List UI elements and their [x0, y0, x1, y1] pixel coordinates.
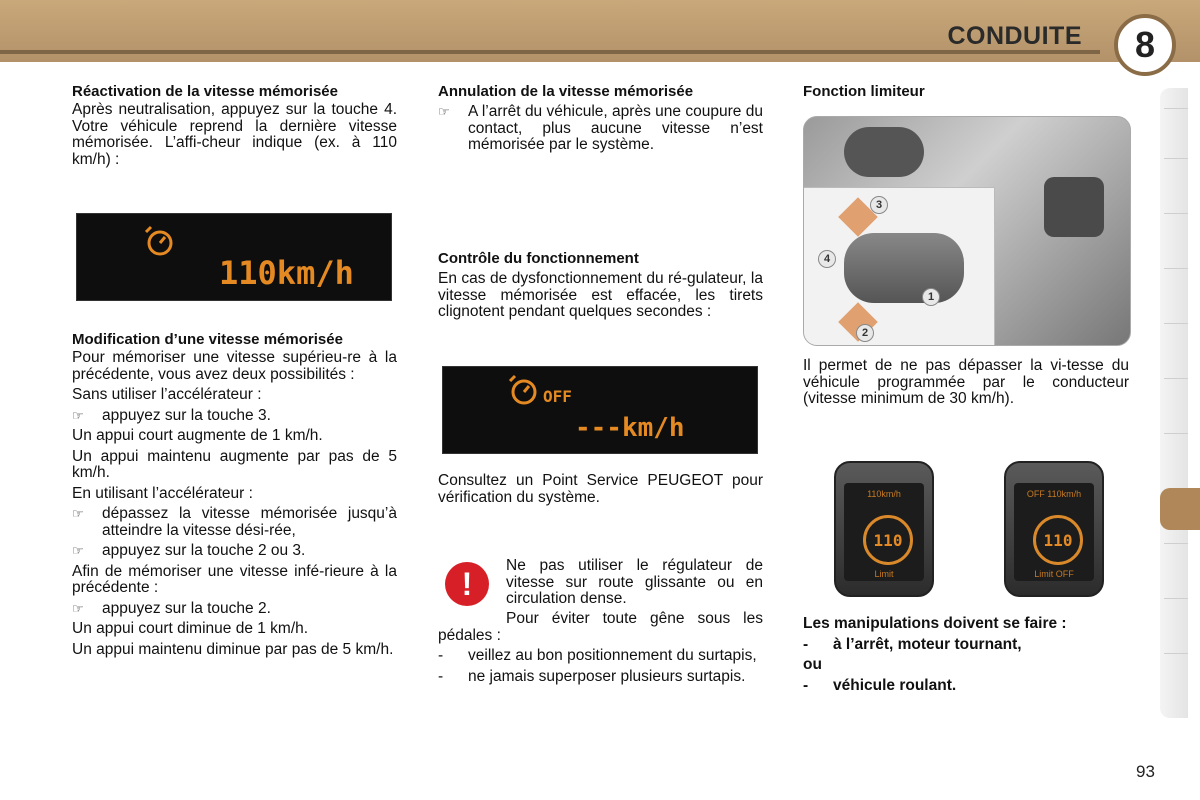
text-manipulations: Les manipulations doivent se faire :: [803, 615, 1067, 632]
stalk-detail-inset: [804, 187, 995, 346]
dash-item: - à l’arrêt, moteur tournant,: [803, 635, 1022, 653]
section-title: CONDUITE: [947, 22, 1082, 50]
label-3: 3: [870, 196, 888, 214]
text-sans-accelerateur: Sans utiliser l’accélérateur :: [72, 386, 262, 403]
column-right-permet: [803, 358, 1129, 408]
side-tab-current-chapter[interactable]: [1160, 488, 1200, 530]
device-label: Limit: [874, 569, 894, 579]
label-1: 1: [922, 288, 940, 306]
device-top-text: 110km/h: [867, 489, 901, 499]
warning-text-continued: [438, 611, 763, 685]
text-court-augmente: Un appui court augmente de 1 km/h.: [72, 427, 323, 444]
heading-controle: Contrôle du fonctionnement: [438, 250, 639, 267]
text-warning-2: Pour éviter toute gêne sous les pédales :: [438, 610, 763, 644]
speed-ring: 110: [863, 515, 913, 565]
bullet-item: ☞ dépassez la vitesse mémorisée jusqu’à atteindre la vitesse dési-rée,: [72, 505, 397, 539]
heading-limiteur: Fonction limiteur: [803, 83, 925, 100]
column-middle-consultez: [438, 473, 763, 506]
text-court-diminue: Un appui court diminue de 1 km/h.: [72, 620, 309, 637]
text-reactivation: Après neutralisation, appuyez sur la touche 4. Votre véhicule reprend la dernière vitesse mémorisée. L’affi-cheur indique (ex. à 110 km/h) :: [72, 101, 397, 168]
text-consultez: Consultez un Point Service PEUGEOT pour vérification du système.: [438, 472, 763, 506]
control-stalk-shape: [1044, 177, 1104, 237]
air-vent-shape: [844, 127, 924, 177]
stalk-body: [844, 233, 964, 303]
dash-item: - ne jamais superposer plusieurs surtapis.: [438, 667, 746, 685]
heading-reactivation: Réactivation de la vitesse mémorisée: [72, 83, 338, 100]
speed-ring: 110: [1033, 515, 1083, 565]
tab-divider: [1164, 323, 1188, 324]
limiter-display-on: [834, 461, 934, 597]
tab-divider: [1164, 433, 1188, 434]
label-4: 4: [818, 250, 836, 268]
label-2: 2: [856, 324, 874, 342]
lcd-dashes-speed: ---km/h: [575, 413, 685, 443]
text-maintenu-augmente: Un appui maintenu augmente par pas de 5 km/h.: [72, 447, 397, 481]
device-screen: [1014, 483, 1094, 581]
pointing-hand-icon: ☞: [438, 104, 450, 119]
lcd-display-off: [442, 366, 758, 454]
text-inferieure: Afin de mémoriser une vitesse infé-rieure à la précédente :: [72, 562, 397, 596]
tab-divider: [1164, 378, 1188, 379]
heading-annulation: Annulation de la vitesse mémorisée: [438, 83, 694, 100]
pointing-hand-icon: ☞: [72, 407, 84, 423]
tab-divider: [1164, 598, 1188, 599]
lcd-speed: 110km/h: [219, 254, 354, 292]
text-maintenu-diminue: Un appui maintenu diminue par pas de 5 km/h.: [72, 640, 394, 658]
column-middle: [438, 84, 763, 154]
device-top-text: OFF 110km/h: [1026, 489, 1082, 499]
pointing-hand-icon: ☞: [72, 600, 84, 616]
page-number: 93: [1136, 762, 1155, 781]
device-label: Limit OFF: [1034, 569, 1074, 579]
text-mod-intro: Pour mémoriser une vitesse supérieu-re à la précédente, vous avez deux possibilités :: [72, 349, 397, 383]
warning-text: [506, 558, 763, 608]
lcd-off: OFF: [543, 387, 572, 406]
limiter-display-off: [1004, 461, 1104, 597]
tab-divider: [1164, 108, 1188, 109]
pointing-hand-icon: ☞: [72, 506, 84, 521]
column-left: [72, 84, 397, 168]
text-en-utilisant: En utilisant l’accélérateur :: [72, 484, 253, 502]
tab-divider: [1164, 158, 1188, 159]
stopwatch-icon: [143, 222, 179, 258]
exclamation-icon: !: [445, 562, 489, 606]
column-middle-controle: [438, 251, 763, 321]
dash-item: - veillez au bon positionnement du surtapis,: [438, 647, 757, 664]
tab-divider: [1164, 213, 1188, 214]
side-tab-strip: [1160, 88, 1188, 718]
column-left-lower: [72, 332, 397, 658]
bullet-item: ☞ appuyez sur la touche 3.: [72, 406, 271, 424]
bullet-item: ☞ appuyez sur la touche 2.: [72, 599, 271, 617]
text-ou: ou: [803, 656, 822, 673]
bullet-item: ☞ A l’arrêt du véhicule, après une coupure du contact, plus aucune vitesse n’est mémorisée par le système.: [438, 103, 763, 153]
pointing-hand-icon: ☞: [72, 543, 84, 558]
chapter-badge: 8: [1114, 14, 1176, 76]
text-controle: En cas de dysfonctionnement du ré-gulateur, la vitesse mémorisée est effacée, les tirets clignotent pendant quelques secondes :: [438, 270, 763, 320]
stopwatch-icon: [507, 371, 543, 407]
column-right: [803, 84, 1129, 100]
bullet-item: ☞ appuyez sur la touche 2 ou 3.: [72, 542, 306, 559]
header-stripe: [0, 50, 1100, 54]
tab-divider: [1164, 268, 1188, 269]
text-permet: Il permet de ne pas dépasser la vi-tesse du véhicule programmée par le conducteur (vitesse minimum de 30 km/h).: [803, 357, 1129, 407]
device-screen: [844, 483, 924, 581]
tab-divider: [1164, 543, 1188, 544]
heading-modification: Modification d’une vitesse mémorisée: [72, 331, 343, 348]
text-warning-1: Ne pas utiliser le régulateur de vitesse sur route glissante ou en circulation dense.: [506, 557, 763, 607]
steering-stalk-photo: [803, 116, 1131, 346]
dash-item: - véhicule roulant.: [803, 676, 957, 694]
lcd-display-memorized-speed: [76, 213, 392, 301]
tab-divider: [1164, 653, 1188, 654]
column-right-manip: [803, 616, 1129, 694]
